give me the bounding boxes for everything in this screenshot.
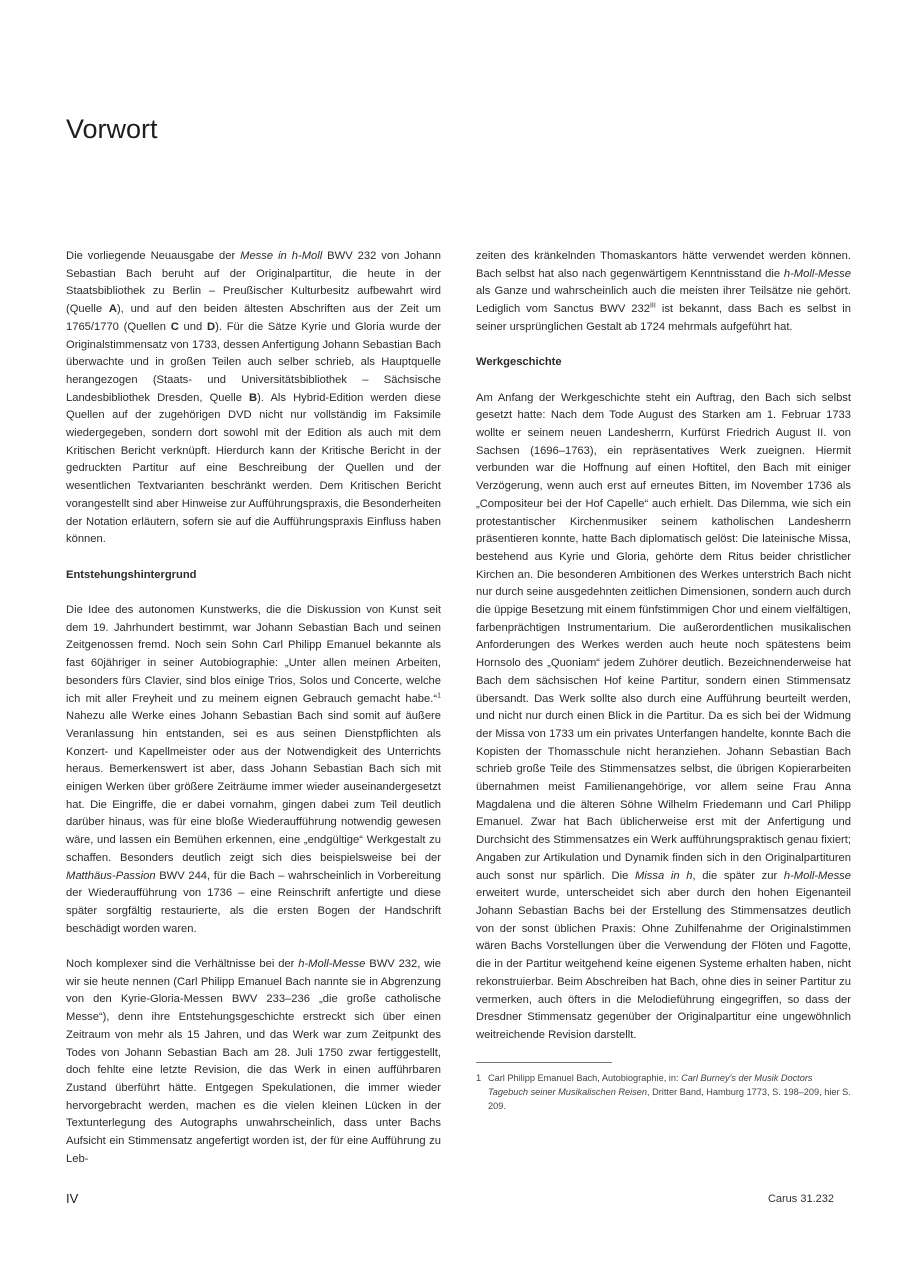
body-paragraph: Am Anfang der Werkgeschichte steht ein Auftrag, den Bach sich selbst gesetzt hatte: Nach dem Tode August des Starken am 1. Februar 1733 wollte er seinem neuen Landesherrn, Kurfürst Friedrich August II. von Sachsen (1696–1763), ein repräsentatives Werk zueignen. Hiermit verbunden war die Hoffnung auf einen Hoftitel, den Bach mit einiger Verzögerung, wenn auch erst auf erneutes Bitten, im November 1736 als „Compositeur bei der Hof Capelle“ auch erhielt. Das Dilemma, wie sich ein protestantischer Kirchenmusiker seinem katholischen Landesherrn präsentieren konnte, hatte Bach diplomatisch gelöst: Die lateinische Missa, bestehend aus Kyrie und Gloria, gehörte dem Ritus beider christlicher Kirchen an. Die besonderen Ambitionen des Werkes unterstrich Bach nicht nur durch seine ausgedehnten zeitlichen Dimensionen, sondern auch durch die üppige Besetzung mit einem fünfstimmigen Chor und einem vielfältigen, farbenprächtigen Instrumentarium. Die außerordentlichen musikalischen Anforderungen des Werkes werden auch heute noch spätestens beim Hornsolo des „Quoniam“ jedem Zuhörer deutlich. Bezeichnenderweise hat Bach dem sächsischen Hof keine Partitur, sondern einen Stimmensatz übersandt. Das Werk sollte also durch eine Aufführung beurteilt werden, und nicht nur durch einen Blick in die Partitur. Da es sich bei der Widmung der Missa von 1733 um ein privates Unterfangen handelte, konnte Bach die Kopisten der Thomasschule nicht heranziehen. Johann Sebastian Bach schrieb große Teile des Stimmensatzes selbst, die übrigen Kopierarbeiten übernahmen meist Familienangehörige, vor allem seine Frau Anna Magdalena und die älteren Söhne Wilhelm Friedemann und Carl Philipp Emanuel. Zwar hat Bach üblicherweise erst mit der Anfertigung und Durchsicht des Stimmensatzes ein Werk aufführungspraktisch genau fixiert; Angaben zur Artikulation und Dynamik finden sich in den Originalpartituren auch sonst nur spärlich. Die Missa in h, die später zur h-Moll-Messe erweitert wurde, unterscheidet sich aber durch den hohen Eigenanteil Johann Sebastian Bachs bei der Erstellung des Stimmensatzes deutlich von der sonst üblichen Praxis: Ohne Zuhilfenahme der Originalstimmen wären Bachs Vorstellungen über die Verwendung der Flöten und Fagotte, die in der Partitur weitgehend keine eigenen Systeme erhalten haben, nicht rekonstruierbar. Beim Abschreiben hat Bach, ohne dies in seiner Partitur zu vermerken, auch öfters in die Melodieführung eingegriffen, so dass der Dresdner Stimmensatz gegenüber der Originalpartitur eine ungewöhnlich weitreichende Revision darstellt. [476,391,851,1041]
page-number: IV [66,1191,79,1206]
footnote-reference: 1 [437,691,441,699]
section-heading-werkgeschichte: Werkgeschichte [476,356,562,369]
intro-paragraph: Die vorliegende Neuausgabe der Messe in h-Moll BWV 232 von Johann Sebastian Bach beruht auf der Originalpartitur, die heute in der Staatsbibliothek zu Berlin – Preußischer Kulturbesitz aufbewahrt wird (Quelle A), und auf den beiden ältesten Abschriften aus der Zeit um 1765/1770 (Quellen C und D). Für die Sätze Kyrie und Gloria wurde der Originalstimmensatz von 1733, dessen Anfertigung Johann Sebastian Bach überwachte und in großen Teilen auch selber schrieb, als Hauptquelle herangezogen (Staats- und Universitätsbibliothek – Sächsische Landesbibliothek Dresden, Quelle B). Als Hybrid-Edition werden diese Quellen auf der zugehörigen DVD nicht nur vollständig im Faksimile wiedergegeben, sondern dort sowohl mit der Edition als auch mit dem Kritischen Bericht verknüpft. Hierdurch kann der Kritische Bericht in der gedruckten Partitur auf eine Beschreibung der Quellen und der wesentlichen Textvarianten beschränkt werden. Dem Kritischen Bericht vorangestellt sind aber Hinweise zur Aufführungspraxis, die Besonderheiten der Notation erläutern, sofern sie auf die Aufführungspraxis Einfluss haben können. [66,250,442,546]
body-paragraph: Die Idee des autonomen Kunstwerks, die die Diskussion von Kunst seit dem 19. Jahrhundert bestimmt, war Johann Sebastian Bach und seinen Zeitgenossen fremd. Noch sein Sohn Carl Philipp Emanuel bekannte als fast 60jähriger in seiner Autobiographie: „Unter allen meinen Arbeiten, besonders fürs Clavier, sind blos einige Trios, Solos und Concerte, welche ich mit aller Freyheit und zu meinem eignen Gebrauch gemacht habe.“$^1$ Nahezu alle Werke eines Johann Sebastian Bach sind somit auf äußere Veranlassung hin entstanden, sei es aus seinen Dienstpflichten als Konzert- und Kapellmeister oder aus der Notwendigkeit des Unterrichts heraus. Bemerkenswert ist aber, dass Johann Sebastian Bach sich mit einigen Werken über größere Zeiträume immer wieder auseinandergesetzt hat. Die Eingriffe, die er dabei vornahm, gingen dabei zum Teil deutlich darüber hinaus, was für eine bloße Wiederaufführung notwendig gewesen wäre, und lassen ein Bemühen erkennen, eine „endgültige“ Werkgestalt zu schaffen. Besonders deutlich zeigt sich dies beispielsweise bei der Matthäus-Passion BWV 244, für die Bach – wahrscheinlich in Vorbereitung der Wiederaufführung von 1736 – eine Reinschrift anfertigte und diese später sorgfältig restaurierte, als die ersten Bogen der Handschrift beschädigt worden waren. [66,604,441,935]
body-paragraph: zeiten des kränkelnden Thomaskantors hätte verwendet werden können. Bach selbst hat also nach gegenwärtigem Kenntnisstand die h-Moll-Messe als Ganze und wahrscheinlich auch die meisten ihrer Teilsätze nie gehört. Lediglich vom Sanctus BWV $232^{III}$ ist bekannt, dass Bach es selbst in seiner ursprünglichen Gestalt ab 1724 mehrmals aufgeführt hat. [476,250,851,333]
body-paragraph: Noch komplexer sind die Verhältnisse bei der h-Moll-Messe BWV 232, wie wir sie heute nennen (Carl Philipp Emanuel Bach nannte sie in Abgrenzung von den Kyrie-Gloria-Messen BWV 233–236 „die große catholische Messe“), denn ihre Entstehungsgeschichte erstreckt sich über einen Zeitraum von mehr als 15 Jahren, und das Werk war zum Zeitpunkt des Todes von Johann Sebastian Bach am 28. Juli 1750 zwar fertiggestellt, doch fehlte eine letzte Revision, die das Werk in einen aufführbaren Zustand überführt hätte. Entgegen Spekulationen, die immer wieder hervorgebracht werden, machen es die vielen kleinen Lücken in der Textunterlegung des Autographs unwahrscheinlich, dass unter Bachs Aufsicht ein Stimmensatz angefertigt worden ist, der für eine Aufführung zu Leb- [66,958,441,1165]
catalog-number: Carus 31.232 [767,1193,834,1205]
section-heading-entstehungshintergrund: Entstehungshintergrund [66,568,197,581]
footnote-divider [476,1062,612,1063]
footnote-number: 1 [476,1073,482,1084]
right-column [476,248,851,1113]
footnote-text: Carl Philipp Emanuel Bach, Autobiographie, in: Carl Burney's der Musik Doctors Tagebuch seiner Musikalischen Reisen, Dritter Band, Hamburg 1773, S. 198–209, hier S. 209. [488,1073,851,1112]
footnote [476,1071,851,1113]
page-title: Vorwort [66,114,158,144]
left-column [66,248,441,1186]
